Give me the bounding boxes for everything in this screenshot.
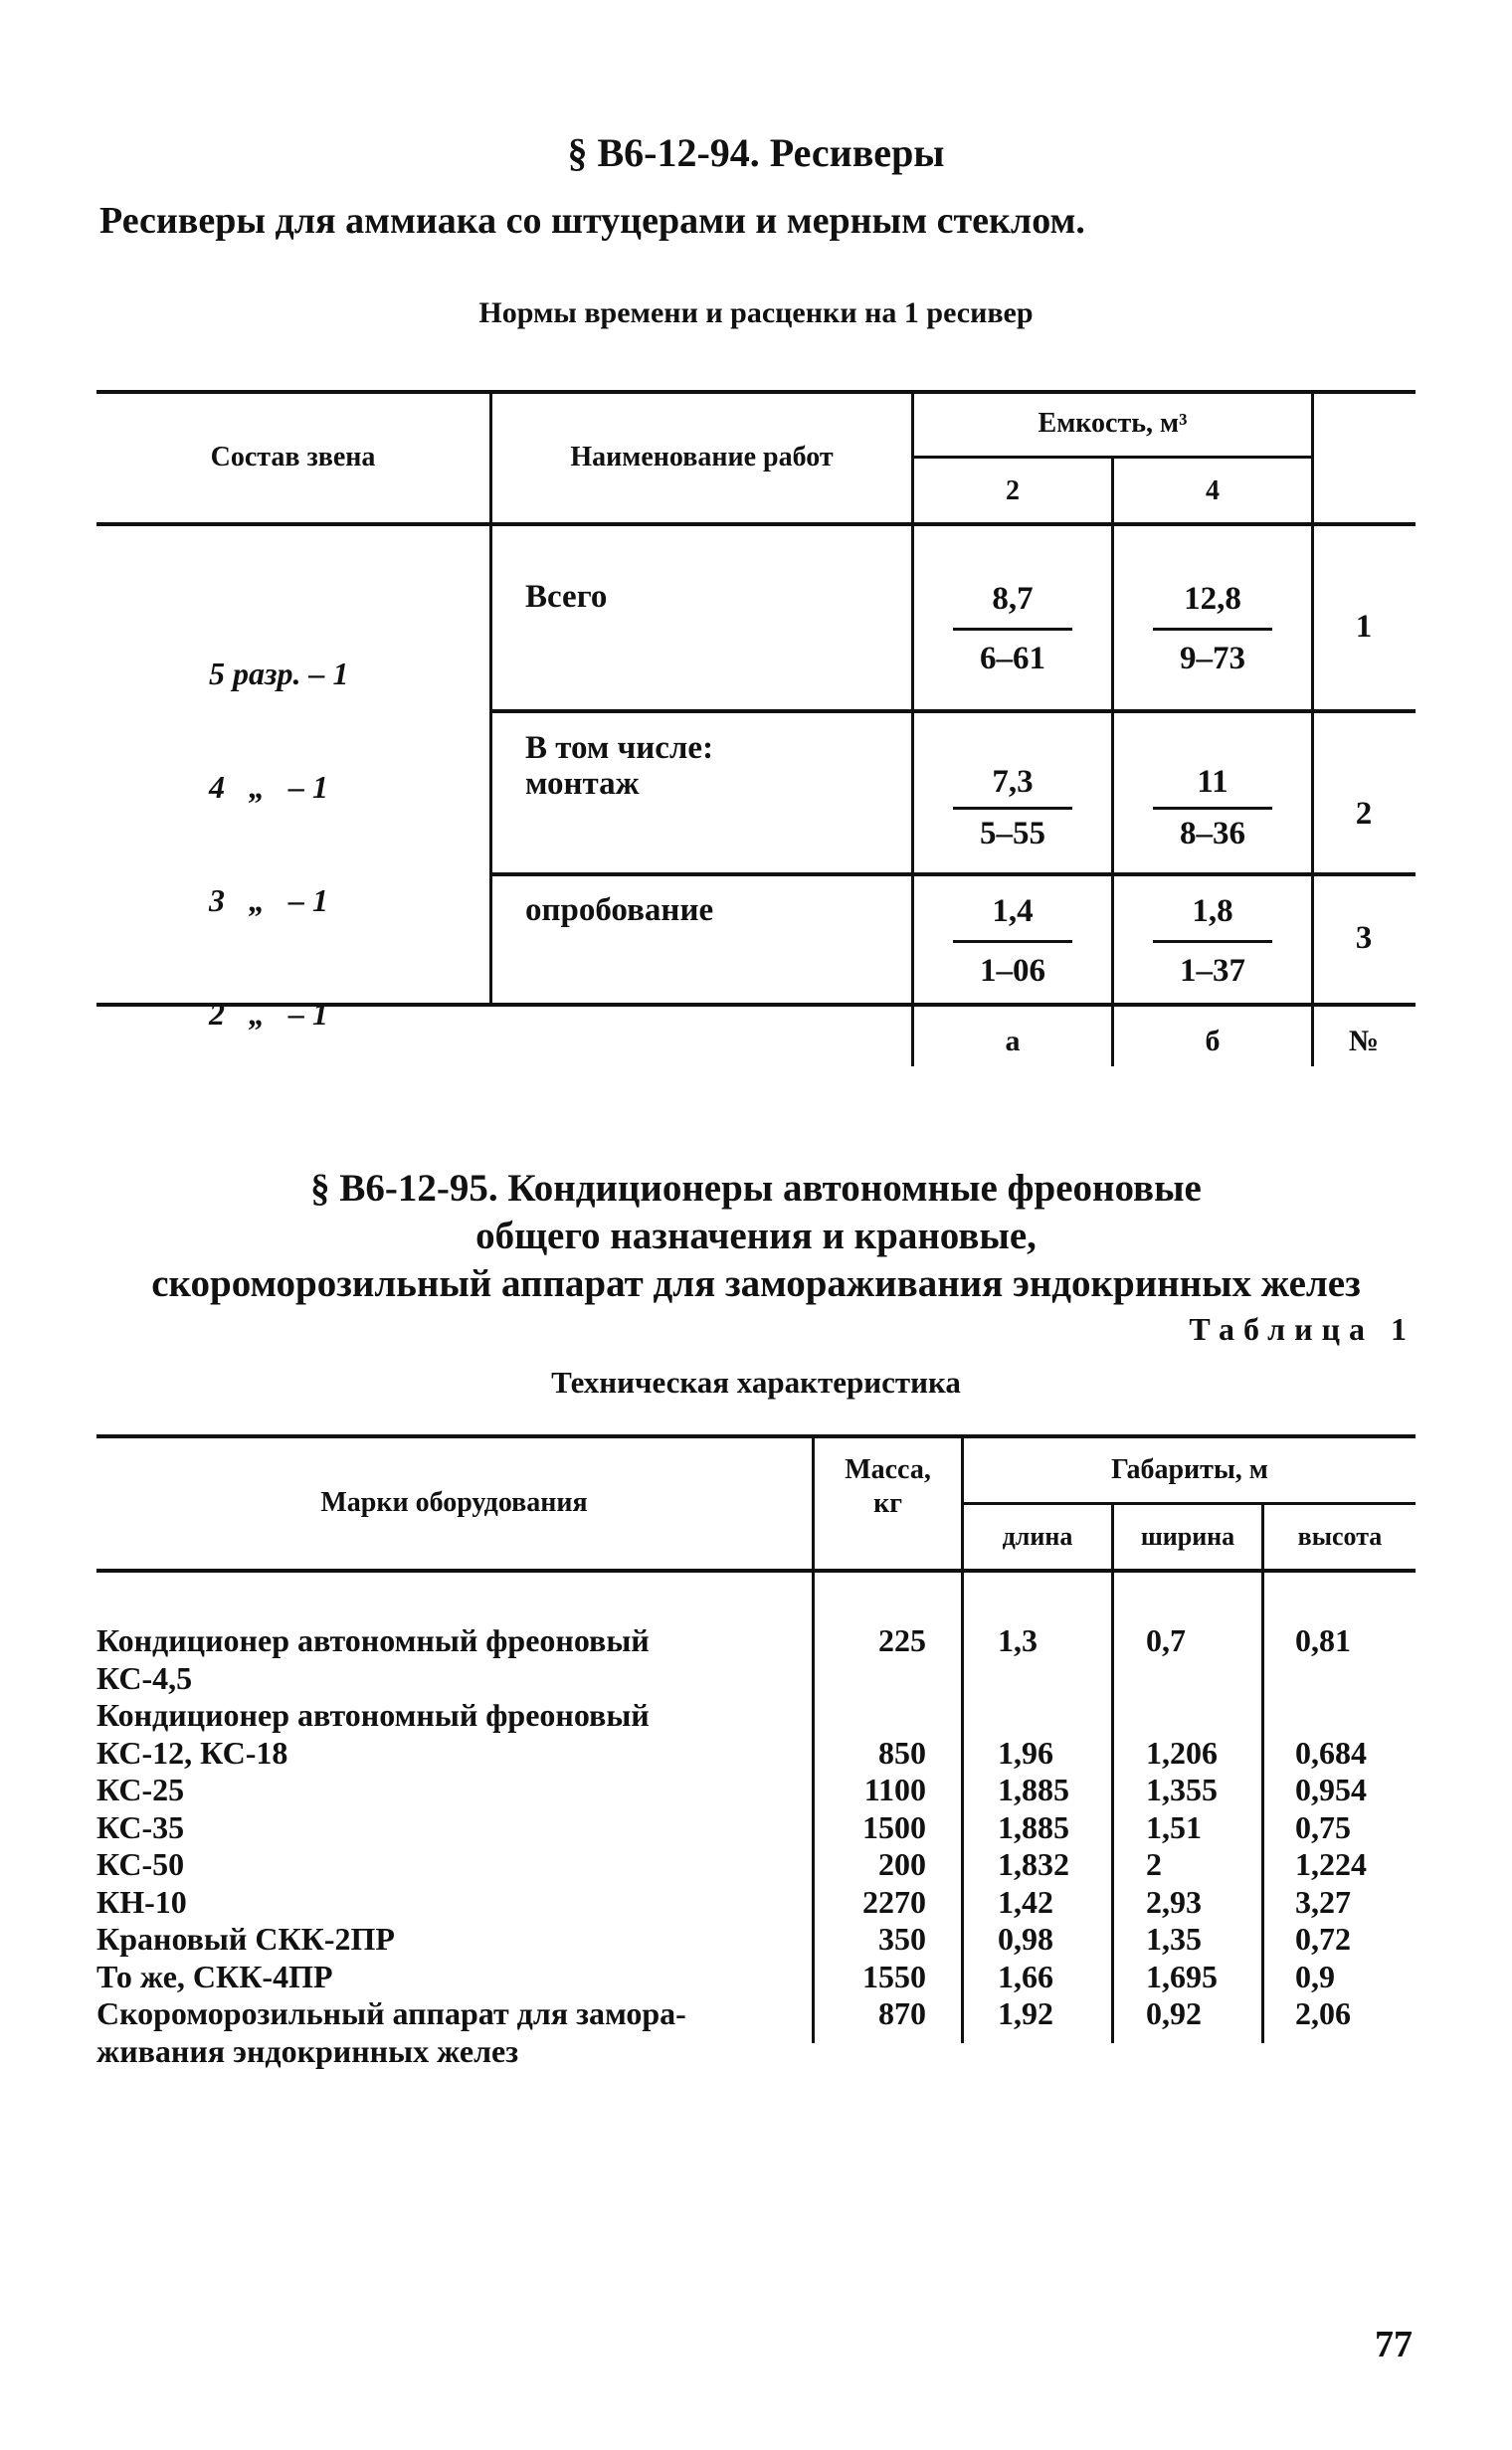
norm-time: 11	[1197, 764, 1228, 800]
row-number: 2	[1355, 796, 1373, 832]
section1-caption: Нормы времени и расценки на 1 ресивер	[478, 296, 1034, 329]
length-value: 1,885	[998, 1809, 1069, 1845]
table-rule	[489, 390, 492, 1005]
price: 9–73	[1180, 641, 1245, 676]
work-name: монтаж	[525, 766, 640, 802]
height-value: 0,72	[1295, 1921, 1351, 1957]
norm-time: 1,8	[1192, 893, 1233, 929]
header-dimensions: Габариты, м	[1111, 1454, 1268, 1485]
equipment-name: Кондиционер автономный фреоновый	[96, 1697, 650, 1733]
mass-value: 350	[878, 1921, 926, 1957]
column-code-no: №	[1348, 1025, 1380, 1057]
header-mass: Масса,	[845, 1454, 931, 1485]
width-value: 1,355	[1146, 1772, 1218, 1807]
row-number: 1	[1355, 609, 1373, 645]
rate-fraction	[914, 895, 1111, 988]
norm-time: 1,4	[992, 893, 1034, 929]
height-value: 0,81	[1295, 1622, 1351, 1658]
length-value: 1,66	[998, 1959, 1053, 1994]
equipment-name: То же, СКК-4ПР	[96, 1959, 333, 1994]
equipment-name: Скороморозильный аппарат для замора-	[96, 1995, 686, 2031]
header-capacity: Емкость, м³	[1038, 408, 1188, 439]
height-value: 2,06	[1295, 1995, 1351, 2031]
column-code-b: б	[1205, 1025, 1221, 1057]
header-length: длина	[1002, 1522, 1073, 1551]
length-value: 1,832	[998, 1846, 1069, 1882]
mass-value: 225	[878, 1622, 926, 1658]
rate-fraction	[1114, 766, 1311, 850]
table-rule	[96, 1569, 1416, 1573]
norm-time: 12,8	[1184, 581, 1241, 617]
width-value: 1,51	[1146, 1809, 1202, 1845]
header-width: ширина	[1140, 1522, 1235, 1551]
table-rule	[96, 522, 1416, 526]
table-rule	[491, 872, 1416, 876]
crew-line: 2 „ – 1	[209, 996, 328, 1032]
section1-title: § В6-12-94. Ресиверы	[567, 130, 945, 175]
section2-title-line3: скороморозильный аппарат для замораживания эндокринных желез	[151, 1262, 1361, 1305]
column-code-a: а	[1005, 1025, 1021, 1057]
length-value: 0,98	[998, 1921, 1053, 1957]
row-number: 3	[1355, 920, 1373, 956]
table-rule	[491, 709, 1416, 713]
header-brand: Марки оборудования	[320, 1487, 588, 1518]
price: 6–61	[980, 641, 1045, 676]
width-value: 1,695	[1146, 1959, 1218, 1994]
crew-line: 4 „ – 1	[209, 769, 328, 805]
rate-fraction	[914, 766, 1111, 850]
table-rule	[96, 1434, 1416, 1438]
width-value: 0,92	[1146, 1995, 1202, 2031]
table-label: Таблица 1	[1189, 1311, 1416, 1347]
price: 1–06	[980, 953, 1045, 989]
mass-value: 1500	[862, 1809, 926, 1845]
norm-time: 8,7	[992, 581, 1034, 617]
table-rule	[1111, 1502, 1114, 2043]
rate-fraction	[1114, 895, 1311, 988]
header-capacity-4: 4	[1206, 475, 1220, 506]
equipment-name: КН-10	[96, 1884, 187, 1920]
price: 1–37	[1180, 953, 1245, 989]
section2-caption: Техническая характеристика	[551, 1365, 961, 1400]
header-crew: Состав звена	[210, 442, 376, 472]
length-value: 1,885	[998, 1772, 1069, 1807]
crew-list	[209, 579, 348, 1108]
height-value: 0,684	[1295, 1735, 1367, 1771]
length-value: 1,3	[998, 1622, 1038, 1658]
header-capacity-2: 2	[1006, 475, 1020, 506]
section1-subtitle: Ресиверы для аммиака со штуцерами и мерным стеклом.	[99, 200, 1085, 242]
equipment-name: живания эндокринных желез	[96, 2033, 519, 2069]
crew-line: 5 разр. – 1	[209, 656, 349, 691]
equipment-name: КС-50	[96, 1846, 185, 1882]
length-value: 1,92	[998, 1995, 1053, 2031]
mass-value: 850	[878, 1735, 926, 1771]
rate-fraction	[1114, 583, 1311, 675]
mass-value: 2270	[862, 1884, 926, 1920]
height-value: 1,224	[1295, 1846, 1367, 1882]
mass-value: 1100	[863, 1772, 926, 1807]
height-value: 0,9	[1295, 1959, 1335, 1994]
width-value: 2,93	[1146, 1884, 1202, 1920]
length-value: 1,96	[998, 1735, 1053, 1771]
mass-value: 1550	[862, 1959, 926, 1994]
table-rule	[96, 390, 1416, 394]
length-value: 1,42	[998, 1884, 1053, 1920]
work-name: опробование	[525, 892, 714, 928]
mass-value: 870	[878, 1995, 926, 2031]
equipment-name: КС-12, КС-18	[96, 1735, 288, 1771]
page-number: 77	[1375, 2324, 1413, 2365]
width-value: 2	[1146, 1846, 1162, 1882]
table-rule	[963, 1502, 1416, 1505]
rate-fraction	[914, 583, 1111, 675]
equipment-name: Кондиционер автономный фреоновый	[96, 1622, 650, 1658]
height-value: 3,27	[1295, 1884, 1351, 1920]
section2-title: § В6-12-95. Кондиционеры автономные фреоновые	[310, 1167, 1202, 1210]
table-rule	[1261, 1502, 1264, 2043]
header-work: Наименование работ	[570, 442, 834, 472]
crew-line: 3 „ – 1	[209, 882, 328, 918]
header-mass-unit: кг	[873, 1488, 902, 1519]
width-value: 1,35	[1146, 1921, 1202, 1957]
mass-value: 200	[878, 1846, 926, 1882]
width-value: 0,7	[1146, 1622, 1186, 1658]
price: 8–36	[1180, 816, 1245, 851]
norm-time: 7,3	[992, 764, 1034, 800]
equipment-name: Крановый СКК-2ПР	[96, 1921, 395, 1957]
header-height: высота	[1297, 1522, 1383, 1551]
height-value: 0,954	[1295, 1772, 1367, 1807]
equipment-name: КС-4,5	[96, 1660, 193, 1696]
work-name: В том числе:	[525, 730, 714, 766]
height-value: 0,75	[1295, 1809, 1351, 1845]
table-rule	[1311, 390, 1314, 1066]
width-value: 1,206	[1146, 1735, 1218, 1771]
equipment-name: КС-25	[96, 1772, 185, 1807]
section2-title-line2: общего назначения и крановые,	[475, 1215, 1037, 1257]
work-name: Всего	[525, 579, 608, 615]
equipment-name: КС-35	[96, 1809, 185, 1845]
price: 5–55	[980, 816, 1045, 851]
